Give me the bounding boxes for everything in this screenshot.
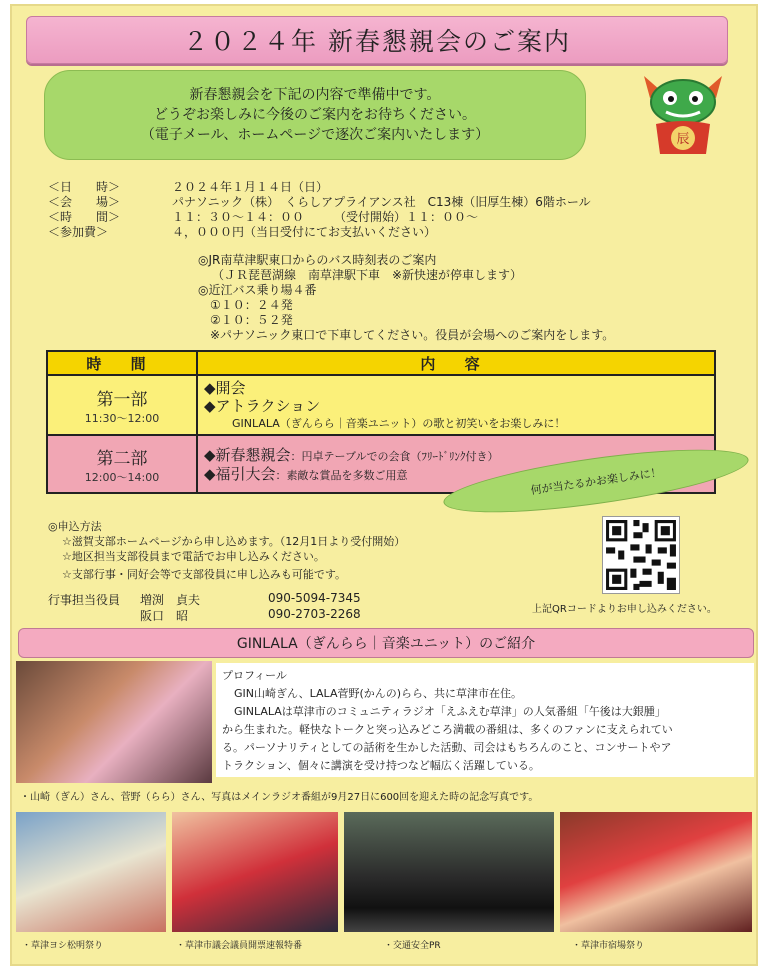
qr-note: 上記QRコードよりお申し込みください。 [532, 604, 717, 615]
profile-line-2: GINLALAは草津市のコミュニティラジオ「えふえむ草津」の人気番組「午後は大銀腫」 [234, 705, 666, 718]
bus-time-1: ①１０：２４発 [210, 298, 293, 312]
profile-line-3: から生まれた。軽快なトークと突っ込みどころ満載の番組は、多くのファンに支えられてい [222, 723, 673, 736]
part1-detail: GINLALA（ぎんらら｜音楽ユニット）の歌と初笑いをお楽しみに！ [232, 417, 566, 430]
schedule-row-part1 [47, 375, 715, 435]
dragon-mascot-icon [640, 68, 726, 158]
part1-name: 第一部 [96, 389, 148, 410]
part2-time: 12:00～14:00 [84, 470, 160, 484]
photo-caption-3: ・交通安全PR [384, 941, 441, 951]
bus-heading: ◎JR南草津駅東口からのバス時刻表のご案内 [198, 253, 437, 267]
ginlala-header: GINLALA（ぎんらら｜音楽ユニット）のご紹介 [236, 636, 536, 652]
photo-election-show [172, 812, 338, 932]
qr-code-icon[interactable] [602, 516, 680, 594]
ginlala-header-bar [18, 628, 754, 658]
intro-line-3: （電子メール、ホームページで逐次ご案内いたします） [140, 127, 490, 143]
bus-time-2: ②１０：５２発 [210, 313, 293, 327]
title-banner [26, 16, 728, 64]
profile-box [216, 663, 754, 777]
apply-line-2: ☆地区担当支部役員まで電話でお申し込みください。 [62, 550, 325, 563]
schedule-header-content: 内 容 [197, 351, 715, 375]
contact-name-2: 阪口 昭 [140, 609, 189, 623]
photo-caption-2: ・草津市議会議員開票速報特番 [176, 941, 303, 951]
bus-stop: ◎近江バス乗り場４番 [198, 283, 317, 297]
contact-label: 行事担当役員 [48, 593, 121, 607]
part2-item-party: ◆新春懇親会 [204, 446, 291, 464]
ginlala-main-photo [16, 661, 212, 783]
apply-line-1: ☆滋賀支部ホームページから申し込めます。（12月1日より受付開始） [62, 535, 406, 548]
profile-line-4: る。パーソナリティとしての話術を生かした活動、司会はもちろんのこと、コンサートやア [222, 741, 672, 754]
photo-caption-4: ・草津市宿場祭り [572, 941, 645, 951]
photo-festival-2 [560, 812, 752, 932]
intro-line-1: 新春懇親会を下記の内容で準備中です。 [189, 87, 441, 103]
detail-fee: ＜参加費＞ ４，０００円（当日受付にてお支払いください） [48, 225, 437, 239]
intro-line-2: どうぞお楽しみに今後のご案内をお待ちください。 [154, 107, 476, 123]
profile-heading: プロフィール [222, 669, 287, 682]
photo-traffic-safety [344, 812, 554, 932]
main-photo-caption: ・山崎（ぎん）さん、菅野（らら）さん、写真はメインラジオ番組が9月27日に600回を迎えた時の記念写真です。 [20, 792, 539, 803]
part1-item-opening: ◆開会 [204, 379, 246, 397]
profile-line-5: トラクション、個々に講演を受け持つなど幅広く活躍している。 [222, 759, 540, 772]
lottery-callout-text: 何が当たるかお楽しみに！ [529, 465, 663, 498]
part2-item-lottery-note: ：素敵な賞品を多数ご用意 [275, 469, 408, 482]
part1-time: 11:30～12:00 [84, 411, 160, 425]
apply-line-3: ☆支部行事・同好会等で支部役員に申し込みも可能です。 [62, 568, 346, 581]
contact-phone-2: 090-2703-2268 [268, 607, 361, 621]
part2-name: 第二部 [96, 448, 148, 469]
detail-time: ＜時 間＞ １１：３０～１４：００ （受付開始）１１：００～ [48, 210, 479, 224]
flyer-page [10, 4, 758, 966]
detail-date: ＜日 時＞ ２０２４年１月１４日（日） [48, 180, 329, 194]
contact-name-1: 増渕 貞夫 [140, 593, 201, 607]
mascot-label: 辰 [676, 132, 690, 147]
part2-item-lottery: ◆福引大会 [204, 465, 276, 483]
profile-line-1: GIN山崎ぎん、LALA菅野(かんの)らら、共に草津市在住。 [234, 687, 523, 700]
apply-heading: ◎申込方法 [48, 520, 102, 533]
part2-item-party-note: ：円卓テーブルでの会食（ﾌﾘｰﾄﾞﾘﾝｸ付き） [290, 450, 499, 463]
detail-venue: ＜会 場＞ パナソニック（株） くらしアプライアンス社 C13棟（旧厚生棟）6階ホール [48, 195, 591, 209]
bus-sub: （ＪＲ琵琶湖線 南草津駅下車 ※新快速が停車します） [212, 268, 523, 282]
intro-box [44, 70, 586, 160]
part1-item-attraction: ◆アトラクション [204, 397, 321, 415]
photo-festival-1 [16, 812, 166, 932]
contact-phone-1: 090-5094-7345 [268, 591, 361, 605]
photo-caption-1: ・草津ヨシ松明祭り [22, 941, 104, 951]
page-title: ２０２４年 新春懇親会のご案内 [183, 27, 571, 56]
schedule-header-time: 時 間 [47, 351, 197, 375]
bus-note: ※パナソニック東口で下車してください。役員が会場へのご案内をします。 [210, 328, 615, 342]
